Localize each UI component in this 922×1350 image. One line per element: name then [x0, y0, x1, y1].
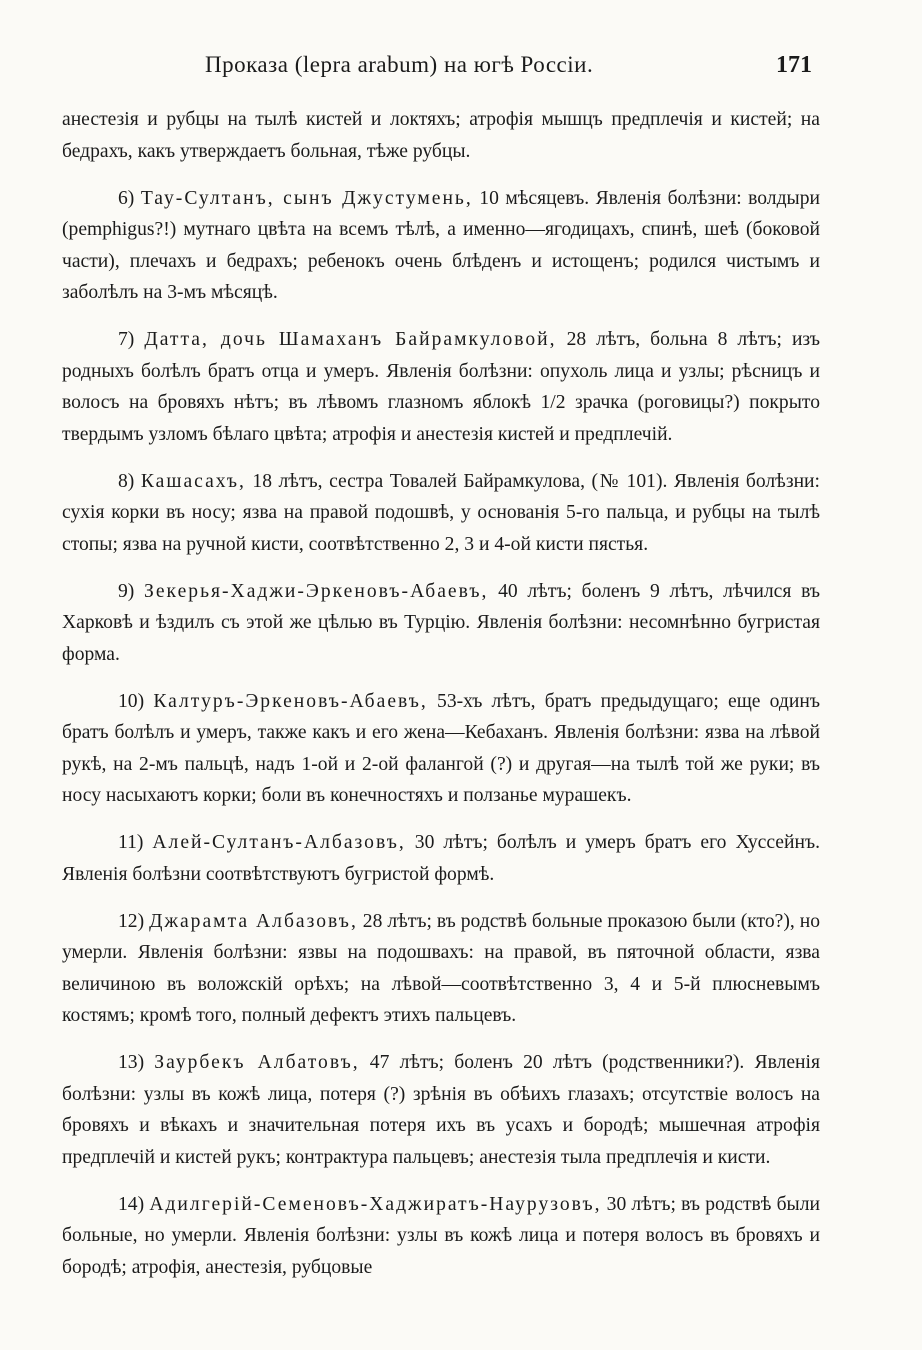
case-text: 40 лѣтъ; боленъ 9 лѣтъ, лѣчился въ Харковѣ и ѣздилъ съ этой же цѣлью въ Турцію. Явленія болѣзни: несомнѣнно бугристая форма.: [62, 580, 820, 665]
case-number: 9): [118, 580, 145, 602]
case-text: 28 лѣтъ; въ родствѣ больные проказою были (кто?), но умерли. Явленія болѣзни: язвы на подошвахъ: на правой, въ пяточной области, язва величиною въ воложскій орѣхъ; на лѣвой—соотвѣтственно 3, 4 и 5-й плюсневымъ костямъ; кромѣ того, полный дефектъ этихъ пальцевъ.: [62, 910, 820, 1026]
case-number: 11): [118, 832, 153, 853]
patient-name: Алей-Султанъ-Албазовъ,: [152, 832, 406, 853]
case-text: 30 лѣтъ; болѣлъ и умеръ братъ его Хуссейнъ. Явленія болѣзни соотвѣтствуютъ бугристой формѣ.: [62, 832, 820, 885]
case-text: 30 лѣтъ; въ родствѣ были больные, но умерли. Явленія болѣзни: узлы въ кожѣ лица и потеря волосъ въ бровяхъ и бородѣ; атрофія, анестезія, рубцовые: [62, 1193, 820, 1278]
running-header: [120, 52, 812, 86]
case-paragraph: [62, 827, 820, 890]
patient-name: Джарамта Албазовъ,: [149, 910, 358, 932]
case-number: 8): [118, 470, 141, 492]
case-text: 28 лѣтъ, больна 8 лѣтъ; изъ родныхъ болѣлъ братъ отца и умеръ. Явленія болѣзни: опухоль лица и узлы; рѣсницъ и волосъ на бровяхъ нѣтъ; въ лѣвомъ глазномъ яблокѣ 1/2 зрачка (роговицы?) покрыто твердымъ узломъ бѣлаго цвѣта; атрофія и анестезія кистей и предплечій.: [62, 329, 820, 445]
case-paragraph: [62, 1189, 820, 1284]
case-paragraph: [62, 466, 820, 561]
patient-name: Калтуръ-Эркеновъ-Абаевъ,: [153, 690, 428, 712]
case-text: 18 лѣтъ, сестра Товалей Байрамкулова, (№ 101). Явленія болѣзни: сухія корки въ носу; язва на правой подошвѣ, у основанія 5-го пальца, и рубцы на тылѣ стопы; язва на ручной кисти, соотвѣтственно 2, 3 и 4-ой кисти пястья.: [62, 470, 820, 555]
page-body: [62, 104, 820, 1299]
case-paragraph: [62, 183, 820, 309]
case-paragraph: [62, 576, 820, 671]
patient-name: Адилгерій-Семеновъ-Хаджиратъ-Наурузовъ,: [149, 1193, 602, 1215]
case-paragraph: [62, 686, 820, 812]
running-title: Проказа (lepra arabum) на югѣ Россіи.: [205, 52, 594, 77]
case-paragraph: [62, 324, 820, 450]
paragraph-continuation: [62, 104, 820, 167]
patient-name: Зекерья-Хаджи-Эркеновъ-Абаевъ,: [144, 580, 489, 602]
case-text: 47 лѣтъ; боленъ 20 лѣтъ (родственники?). Явленія болѣзни: узлы въ кожѣ лица, потеря (?) зрѣнія въ обѣихъ глазахъ; отсутствіе волосъ на бровяхъ и вѣкахъ и значительная потеря ихъ въ усахъ и бородѣ; мышечная атрофія предплечій и кистей рукъ; контрактура пальцевъ; анестезія тыла предплечія и кисти.: [62, 1052, 820, 1168]
case-paragraph: [62, 1047, 820, 1173]
case-number: 13): [118, 1052, 155, 1073]
patient-name: Заурбекъ Албатовъ,: [154, 1052, 360, 1073]
case-paragraph: [62, 906, 820, 1032]
paragraph-text: анестезія и рубцы на тылѣ кистей и локтяхъ; атрофія мышцъ предплечія и кистей; на бедрахъ, какъ утверждаетъ больная, тѣже рубцы.: [62, 109, 820, 162]
case-text: 10 мѣсяцевъ. Явленія болѣзни: волдыри (pemphigus?!) мутнаго цвѣта на всемъ тѣлѣ, а именно—ягодицахъ, спинѣ, шеѣ (боковой части), плечахъ и бедрахъ; ребенокъ очень блѣденъ и истощенъ; родился чистымъ и заболѣлъ на 3-мъ мѣсяцѣ.: [62, 187, 820, 303]
patient-name: Тау-Султанъ, сынъ Джустумень,: [140, 187, 473, 209]
case-number: 7): [118, 329, 145, 350]
page-number: 171: [776, 52, 812, 78]
patient-name: Кашасахъ,: [140, 470, 246, 492]
case-number: 6): [118, 187, 141, 209]
case-number: 10): [118, 690, 154, 712]
patient-name: Датта, дочь Шамаханъ Байрамкуловой,: [144, 329, 557, 350]
case-number: 14): [118, 1193, 150, 1215]
case-text: 53-хъ лѣтъ, братъ предыдущаго; еще одинъ братъ болѣлъ и умеръ, также какъ и его жена—Кебаханъ. Явленія болѣзни: язва на лѣвой рукѣ, на 2-мъ пальцѣ, надъ 1-ой и 2-ой фалангой (?) и другая—на тылѣ той же руки; въ носу насыхаютъ корки; боли въ конечностяхъ и ползанье мурашекъ.: [62, 690, 820, 806]
case-number: 12): [118, 910, 150, 932]
